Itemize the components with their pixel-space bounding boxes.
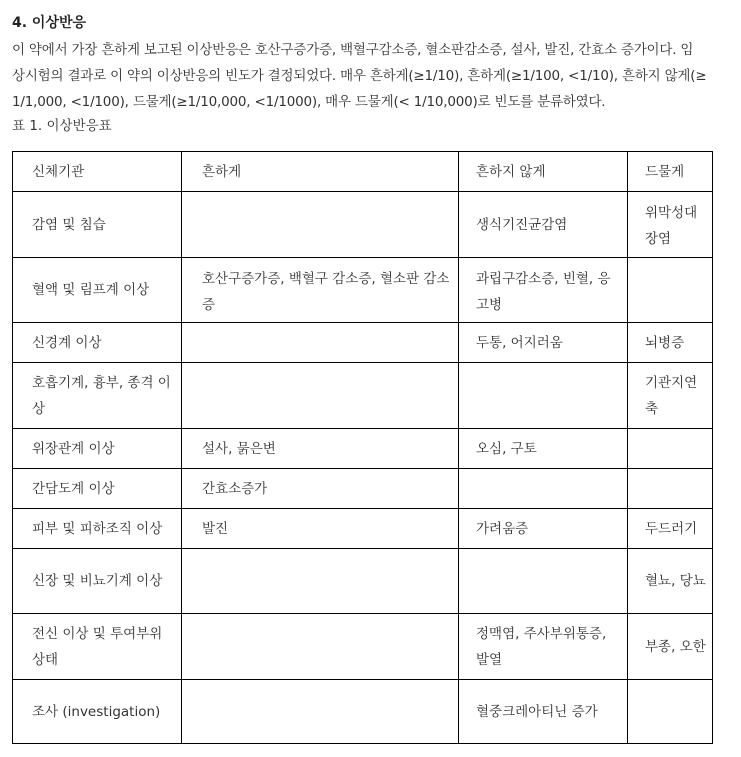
table-cell — [459, 469, 628, 509]
table-cell: 신장 및 비뇨기계 이상 — [13, 549, 182, 614]
table-cell — [628, 469, 713, 509]
table-cell — [628, 258, 713, 323]
table-cell — [628, 429, 713, 469]
table-cell — [182, 363, 459, 429]
table-cell: 혈뇨, 당뇨 — [628, 549, 713, 614]
table-cell: 호흡기계, 흉부, 종격 이상 — [13, 363, 182, 429]
header-cell: 신체기관 — [13, 152, 182, 192]
adverse-reaction-table — [12, 151, 713, 744]
table-cell — [182, 680, 459, 744]
header-cell: 흔하게 — [182, 152, 459, 192]
table-row — [13, 323, 713, 363]
table-cell: 혈중크레아티닌 증가 — [459, 680, 628, 744]
table-cell: 과립구감소증, 빈혈, 응고병 — [459, 258, 628, 323]
intro-paragraph — [12, 37, 727, 115]
table-cell: 두통, 어지러움 — [459, 323, 628, 363]
table-cell: 생식기진균감염 — [459, 192, 628, 258]
table-caption: 표 1. 이상반응표 — [12, 118, 112, 134]
table-cell: 위장관계 이상 — [13, 429, 182, 469]
table-row — [13, 614, 713, 680]
table-row — [13, 549, 713, 614]
table-cell: 조사 (investigation) — [13, 680, 182, 744]
table-cell: 혈액 및 림프계 이상 — [13, 258, 182, 323]
table-cell: 감염 및 침습 — [13, 192, 182, 258]
intro-line: 이 약에서 가장 흔하게 보고된 이상반응은 호산구증가증, 백혈구감소증, 혈소판감소증, 설사, 발진, 간효소 증가이다. 임 — [12, 42, 694, 58]
table-cell: 두드러기 — [628, 509, 713, 549]
table-cell: 부종, 오한 — [628, 614, 713, 680]
table-cell: 호산구증가증, 백혈구 감소증, 혈소판 감소증 — [182, 258, 459, 323]
table-row — [13, 192, 713, 258]
table-row — [13, 258, 713, 323]
table-cell: 간담도계 이상 — [13, 469, 182, 509]
table-row — [13, 469, 713, 509]
header-cell: 흔하지 않게 — [459, 152, 628, 192]
table-row — [13, 509, 713, 549]
table-cell — [182, 614, 459, 680]
table-cell: 뇌병증 — [628, 323, 713, 363]
table-cell — [182, 549, 459, 614]
table-cell: 신경계 이상 — [13, 323, 182, 363]
header-cell: 드물게 — [628, 152, 713, 192]
table-row — [13, 363, 713, 429]
intro-line: 상시험의 결과로 이 약의 이상반응의 빈도가 결정되었다. 매우 흔하게(≥1/10), 흔하게(≥1/100, <1/10), 흔하지 않게(≥ — [12, 68, 707, 84]
table-header-row — [13, 152, 713, 192]
table-cell — [628, 680, 713, 744]
intro-line: 1/1,000, <1/100), 드물게(≥1/10,000, <1/1000), 매우 드물게(< 1/10,000)로 빈도를 분류하였다. — [12, 94, 606, 110]
table-cell: 간효소증가 — [182, 469, 459, 509]
table-cell — [182, 323, 459, 363]
table-cell — [459, 363, 628, 429]
table-cell: 피부 및 피하조직 이상 — [13, 509, 182, 549]
table-cell — [182, 192, 459, 258]
table-cell: 오심, 구토 — [459, 429, 628, 469]
section-heading: 4. 이상반응 — [12, 15, 87, 31]
table-cell: 설사, 묽은변 — [182, 429, 459, 469]
table-cell — [459, 549, 628, 614]
table-cell: 기관지연축 — [628, 363, 713, 429]
table-cell: 전신 이상 및 투여부위 상태 — [13, 614, 182, 680]
table-cell: 가려움증 — [459, 509, 628, 549]
table-cell: 정맥염, 주사부위통증, 발열 — [459, 614, 628, 680]
table-row — [13, 680, 713, 744]
table-cell: 발진 — [182, 509, 459, 549]
table-row — [13, 429, 713, 469]
table-cell: 위막성대장염 — [628, 192, 713, 258]
